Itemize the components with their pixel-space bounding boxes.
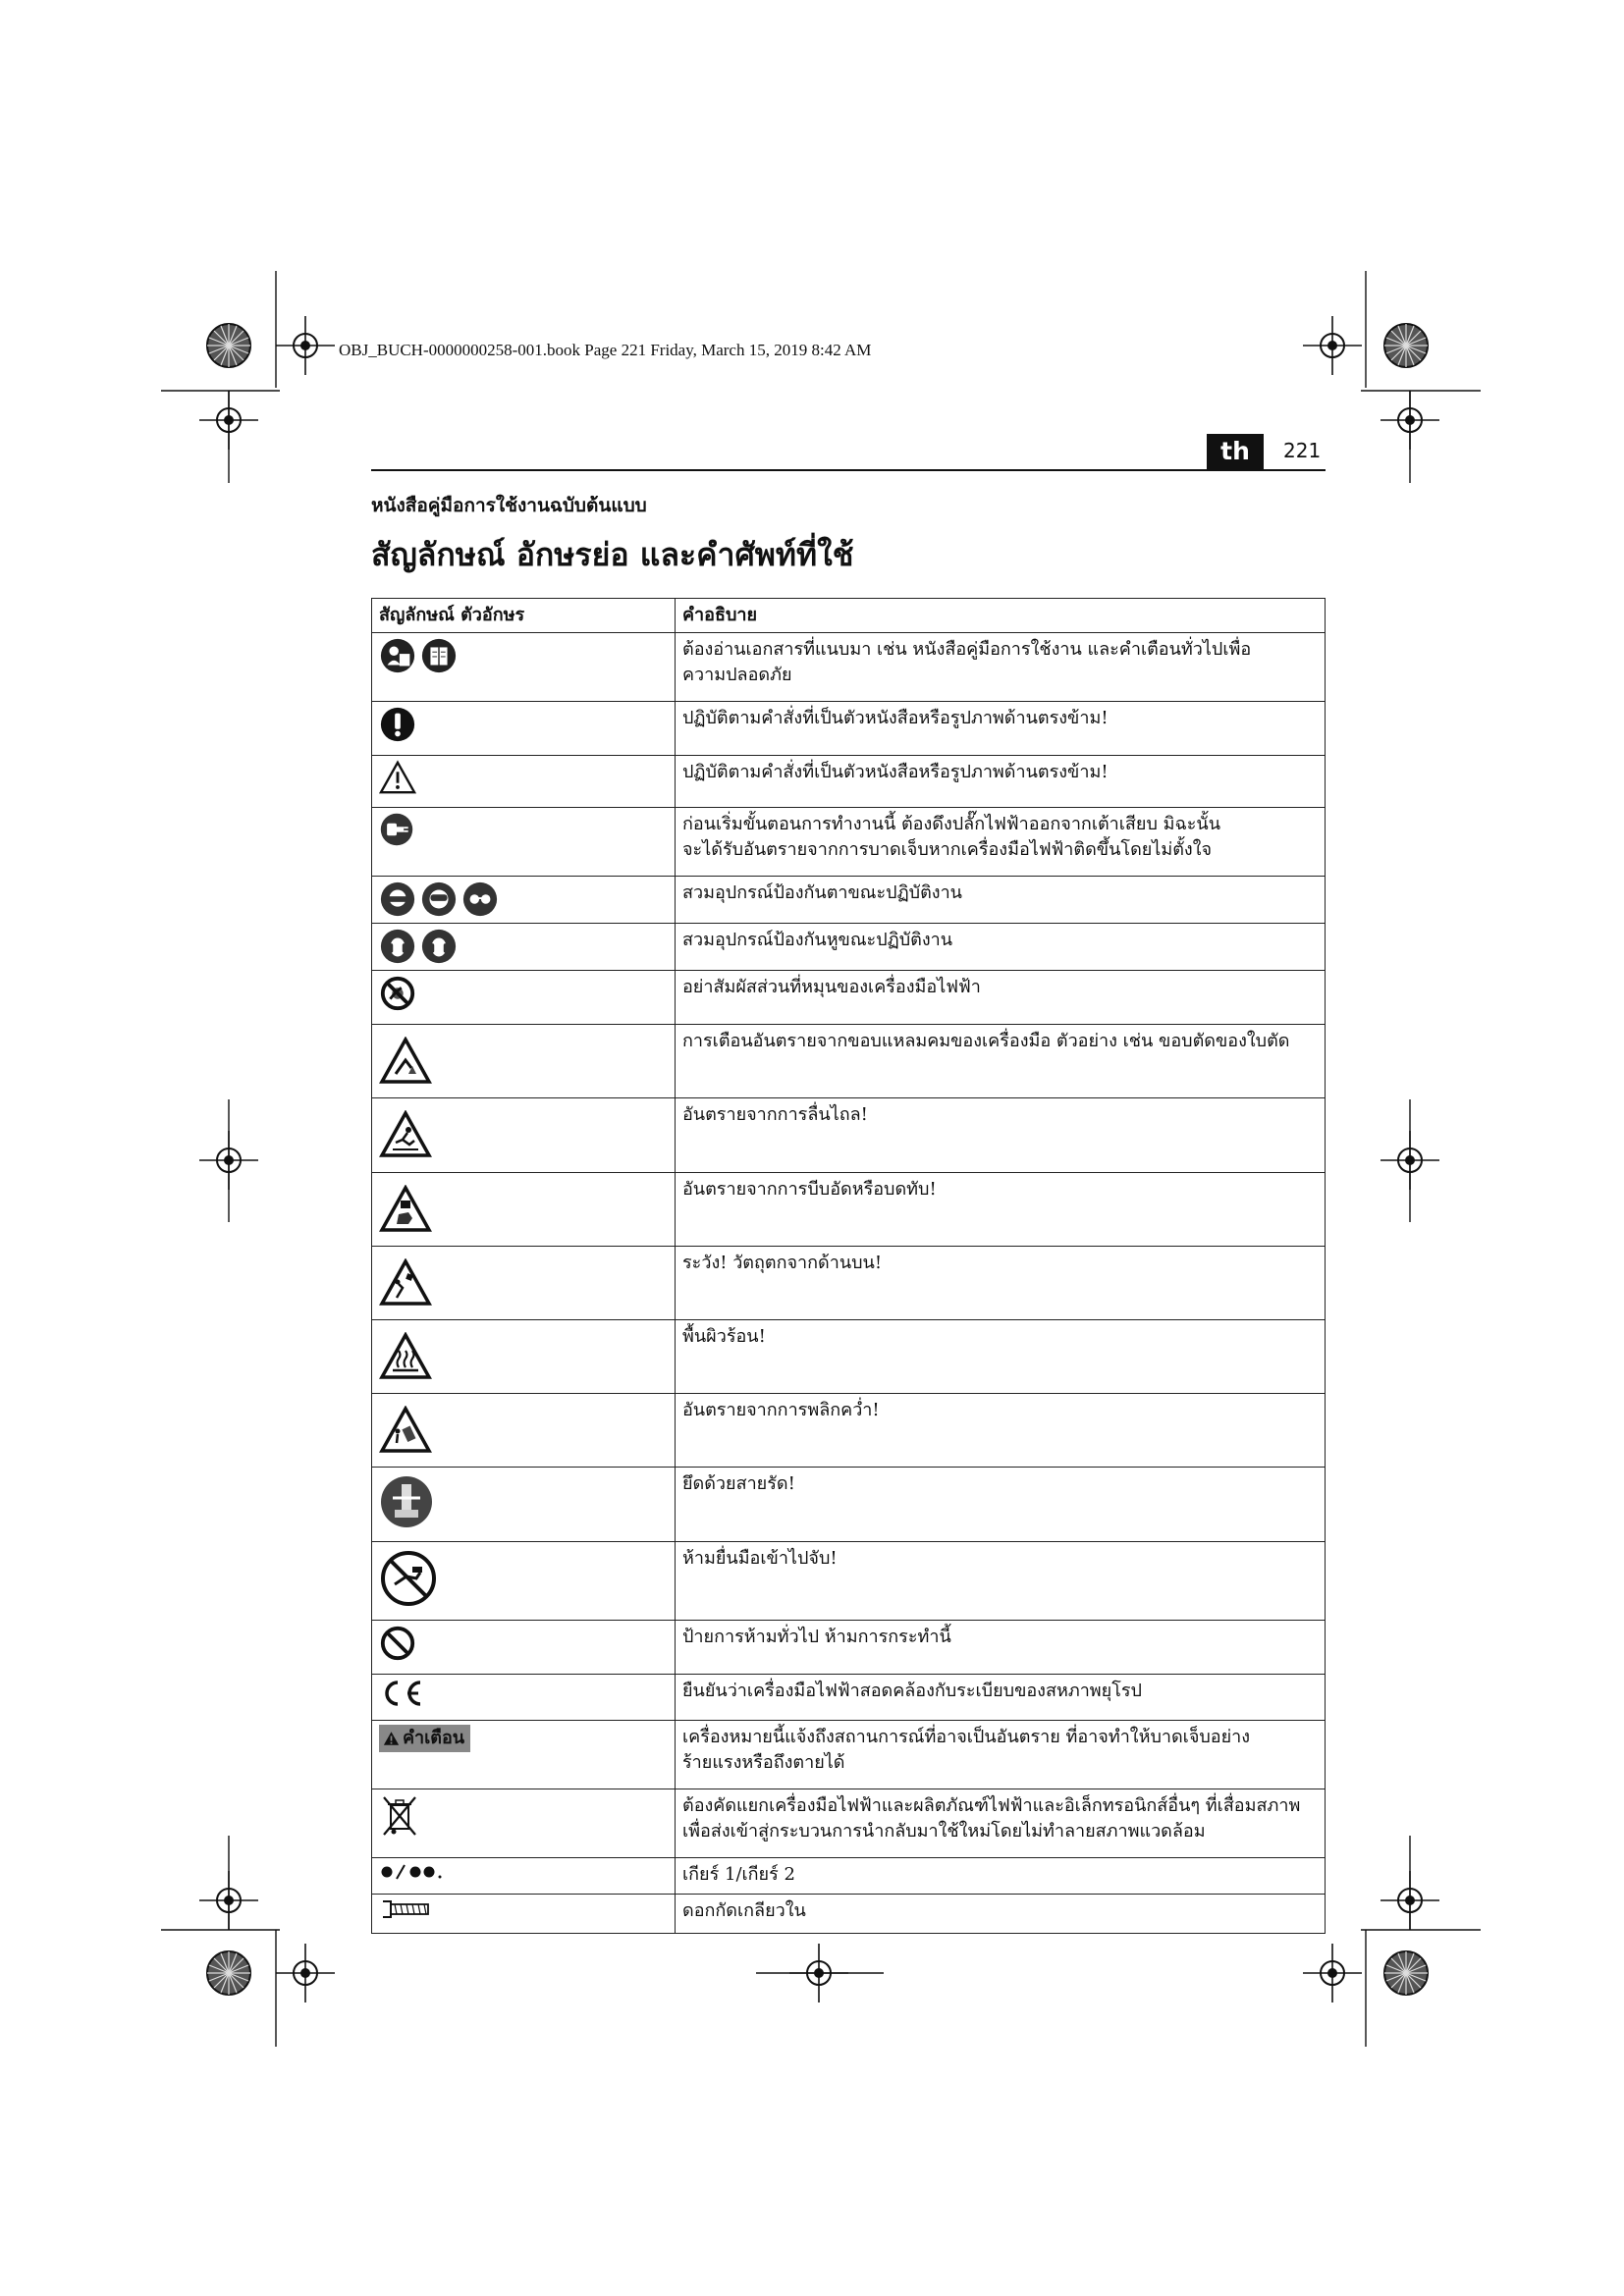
symbol-cell — [372, 808, 676, 877]
symbol-cell — [372, 1172, 676, 1246]
symbol-cell — [372, 1098, 676, 1172]
face-shield-icon — [379, 881, 416, 918]
description-cell — [676, 633, 1326, 702]
description-cell — [676, 1721, 1326, 1789]
description-line: ดอกกัดเกลียวใน — [682, 1900, 806, 1922]
symbol-cell — [372, 1895, 676, 1933]
prohibition-icon — [379, 1625, 416, 1662]
description-cell — [676, 1895, 1326, 1933]
description-cell — [676, 1789, 1326, 1858]
description-cell — [676, 1098, 1326, 1172]
description-cell — [676, 808, 1326, 877]
hot-surface-warning-icon — [379, 1332, 432, 1381]
ear-protection-icon — [420, 928, 458, 965]
table-header-row — [372, 599, 1326, 633]
table-row — [372, 1098, 1326, 1172]
table-row — [372, 1467, 1326, 1541]
description-line: สวมอุปกรณ์ป้องกันหูขณะปฏิบัติงาน — [682, 930, 953, 951]
page-title: สัญลักษณ์ อักษรย่อ และคำศัพท์ที่ใช้ — [371, 536, 854, 573]
description-line: จะได้รับอันตรายจากการบาดเจ็บหากเครื่องมือไฟฟ้าติดขึ้นโดยไม่ตั้งใจ — [682, 839, 1213, 861]
warning-label-icon — [379, 1725, 470, 1752]
description-cell — [676, 1025, 1326, 1098]
table-row — [372, 1895, 1326, 1933]
symbol-cell — [372, 877, 676, 924]
description-cell — [676, 1542, 1326, 1621]
description-line: ปฏิบัติตามคำสั่งที่เป็นตัวหนังสือหรือรูปภาพด้านตรงข้าม! — [682, 762, 1109, 783]
symbol-cell — [372, 1858, 676, 1895]
sharp-edge-warning-icon — [379, 1037, 432, 1086]
thread-tap-icon — [379, 1898, 434, 1920]
read-manual-icon — [420, 637, 458, 674]
table-row — [372, 1319, 1326, 1393]
slip-warning-icon — [379, 1110, 432, 1159]
weee-bin-icon — [379, 1793, 420, 1839]
description-line: ปฏิบัติตามคำสั่งที่เป็นตัวหนังสือหรือรูปภาพด้านตรงข้าม! — [682, 708, 1109, 729]
description-cell — [676, 1319, 1326, 1393]
description-cell — [676, 1172, 1326, 1246]
description-cell — [676, 1393, 1326, 1467]
unplug-icon — [379, 812, 414, 847]
symbol-cell — [372, 1319, 676, 1393]
warning-triangle-icon — [379, 760, 416, 795]
table-row — [372, 1172, 1326, 1246]
symbol-cell — [372, 1246, 676, 1319]
description-line: ต้องคัดแยกเครื่องมือไฟฟ้าและผลิตภัณฑ์ไฟฟ้าและอิเล็กทรอนิกส์อื่นๆ ที่เสื่อมสภาพ — [682, 1795, 1301, 1817]
description-line: ยืนยันว่าเครื่องมือไฟฟ้าสอดคล้องกับระเบียบของสหภาพยุโรป — [682, 1681, 1142, 1702]
description-cell — [676, 1621, 1326, 1675]
table-row — [372, 633, 1326, 702]
description-line: เครื่องหมายนี้แจ้งถึงสถานการณ์ที่อาจเป็นอันตราย ที่อาจทำให้บาดเจ็บอย่าง — [682, 1727, 1251, 1748]
safety-glasses-icon — [461, 881, 499, 918]
description-line: ก่อนเริ่มขั้นตอนการทำงานนี้ ต้องดึงปลั๊กไฟฟ้าออกจากเต้าเสียบ มิฉะนั้น — [682, 814, 1221, 835]
symbol-cell — [372, 756, 676, 808]
table-row — [372, 808, 1326, 877]
book-info: OBJ_BUCH-0000000258-001.book Page 221 Friday, March 15, 2019 8:42 AM — [339, 341, 872, 359]
warning-label-text: คำเตือน — [403, 1728, 465, 1749]
read-safety-icon — [379, 637, 416, 674]
description-cell — [676, 924, 1326, 971]
table-row — [372, 877, 1326, 924]
table-row — [372, 756, 1326, 808]
description-line: สวมอุปกรณ์ป้องกันตาขณะปฏิบัติงาน — [682, 882, 962, 904]
table-row — [372, 1721, 1326, 1789]
crush-warning-icon — [379, 1185, 432, 1234]
symbol-cell — [372, 633, 676, 702]
description-line: อันตรายจากการลื่นไถล! — [682, 1104, 868, 1126]
description-line: ป้ายการห้ามทั่วไป ห้ามการกระทำนี้ — [682, 1627, 951, 1648]
table-row — [372, 1675, 1326, 1721]
page-number: 221 — [1283, 439, 1322, 462]
symbol-cell — [372, 1675, 676, 1721]
table-row — [372, 1858, 1326, 1895]
falling-objects-warning-icon — [379, 1258, 432, 1308]
description-cell — [676, 1246, 1326, 1319]
column-header-description: คำอธิบาย — [676, 599, 1326, 633]
table-row — [372, 1393, 1326, 1467]
table-row — [372, 702, 1326, 756]
description-cell — [676, 1675, 1326, 1721]
description-cell — [676, 1467, 1326, 1541]
table-row — [372, 1789, 1326, 1858]
description-line: ความปลอดภัย — [682, 665, 792, 686]
symbol-cell — [372, 1621, 676, 1675]
description-line: ร้ายแรงหรือถึงตายได้ — [682, 1752, 845, 1774]
description-cell — [676, 1858, 1326, 1895]
symbol-cell — [372, 1025, 676, 1098]
secure-with-strap-icon — [379, 1474, 434, 1529]
warning-triangle-small-icon — [383, 1731, 400, 1746]
no-touch-rotating-icon — [379, 975, 416, 1012]
description-line: ต้องอ่านเอกสารที่แนบมา เช่น หนังสือคู่มือการใช้งาน และคำเตือนทั่วไปเพื่อ — [682, 639, 1252, 661]
table-row — [372, 971, 1326, 1025]
header-rule — [371, 469, 1326, 471]
symbols-table — [371, 598, 1326, 1934]
description-line: ระวัง! วัตถุตกจากด้านบน! — [682, 1252, 883, 1273]
description-cell — [676, 971, 1326, 1025]
gear-dots-icon — [379, 1862, 450, 1882]
description-line: อันตรายจากการบีบอัดหรือบดทับ! — [682, 1178, 937, 1200]
description-line: ยึดด้วยสายรัด! — [682, 1472, 795, 1494]
goggles-icon — [420, 881, 458, 918]
description-line: อันตรายจากการพลิกคว่ำ! — [682, 1399, 880, 1420]
document-subtitle: หนังสือคู่มือการใช้งานฉบับต้นแบบ — [371, 495, 647, 516]
description-line: ห้ามยื่นมือเข้าไปจับ! — [682, 1548, 838, 1570]
description-line: เพื่อส่งเข้าสู่กระบวนการนำกลับมาใช้ใหม่โดยไม่ทำลายสภาพแวดล้อม — [682, 1821, 1206, 1842]
description-line: เกียร์ 1/เกียร์ 2 — [682, 1864, 795, 1886]
symbol-cell — [372, 924, 676, 971]
table-row — [372, 1025, 1326, 1098]
no-reaching-in-icon — [379, 1549, 438, 1608]
exclamation-mandatory-icon — [379, 706, 416, 743]
ear-protection-icon — [379, 928, 416, 965]
symbol-cell — [372, 971, 676, 1025]
description-line: การเตือนอันตรายจากขอบแหลมคมของเครื่องมือ ตัวอย่าง เช่น ขอบตัดของใบตัด — [682, 1031, 1290, 1052]
symbol-cell — [372, 1467, 676, 1541]
description-cell — [676, 756, 1326, 808]
description-cell — [676, 702, 1326, 756]
language-badge: th — [1207, 434, 1264, 469]
ce-mark-icon — [379, 1679, 424, 1708]
description-line: พื้นผิวร้อน! — [682, 1325, 766, 1347]
table-row — [372, 1542, 1326, 1621]
symbol-cell — [372, 1789, 676, 1858]
symbol-cell — [372, 702, 676, 756]
symbol-cell — [372, 1542, 676, 1621]
tipping-warning-icon — [379, 1406, 432, 1455]
table-row — [372, 1621, 1326, 1675]
symbol-cell — [372, 1721, 676, 1789]
column-header-symbol: สัญลักษณ์ ตัวอักษร — [372, 599, 676, 633]
table-row — [372, 924, 1326, 971]
symbol-cell — [372, 1393, 676, 1467]
description-line: อย่าสัมผัสส่วนที่หมุนของเครื่องมือไฟฟ้า — [682, 977, 981, 998]
table-row — [372, 1246, 1326, 1319]
description-cell — [676, 877, 1326, 924]
